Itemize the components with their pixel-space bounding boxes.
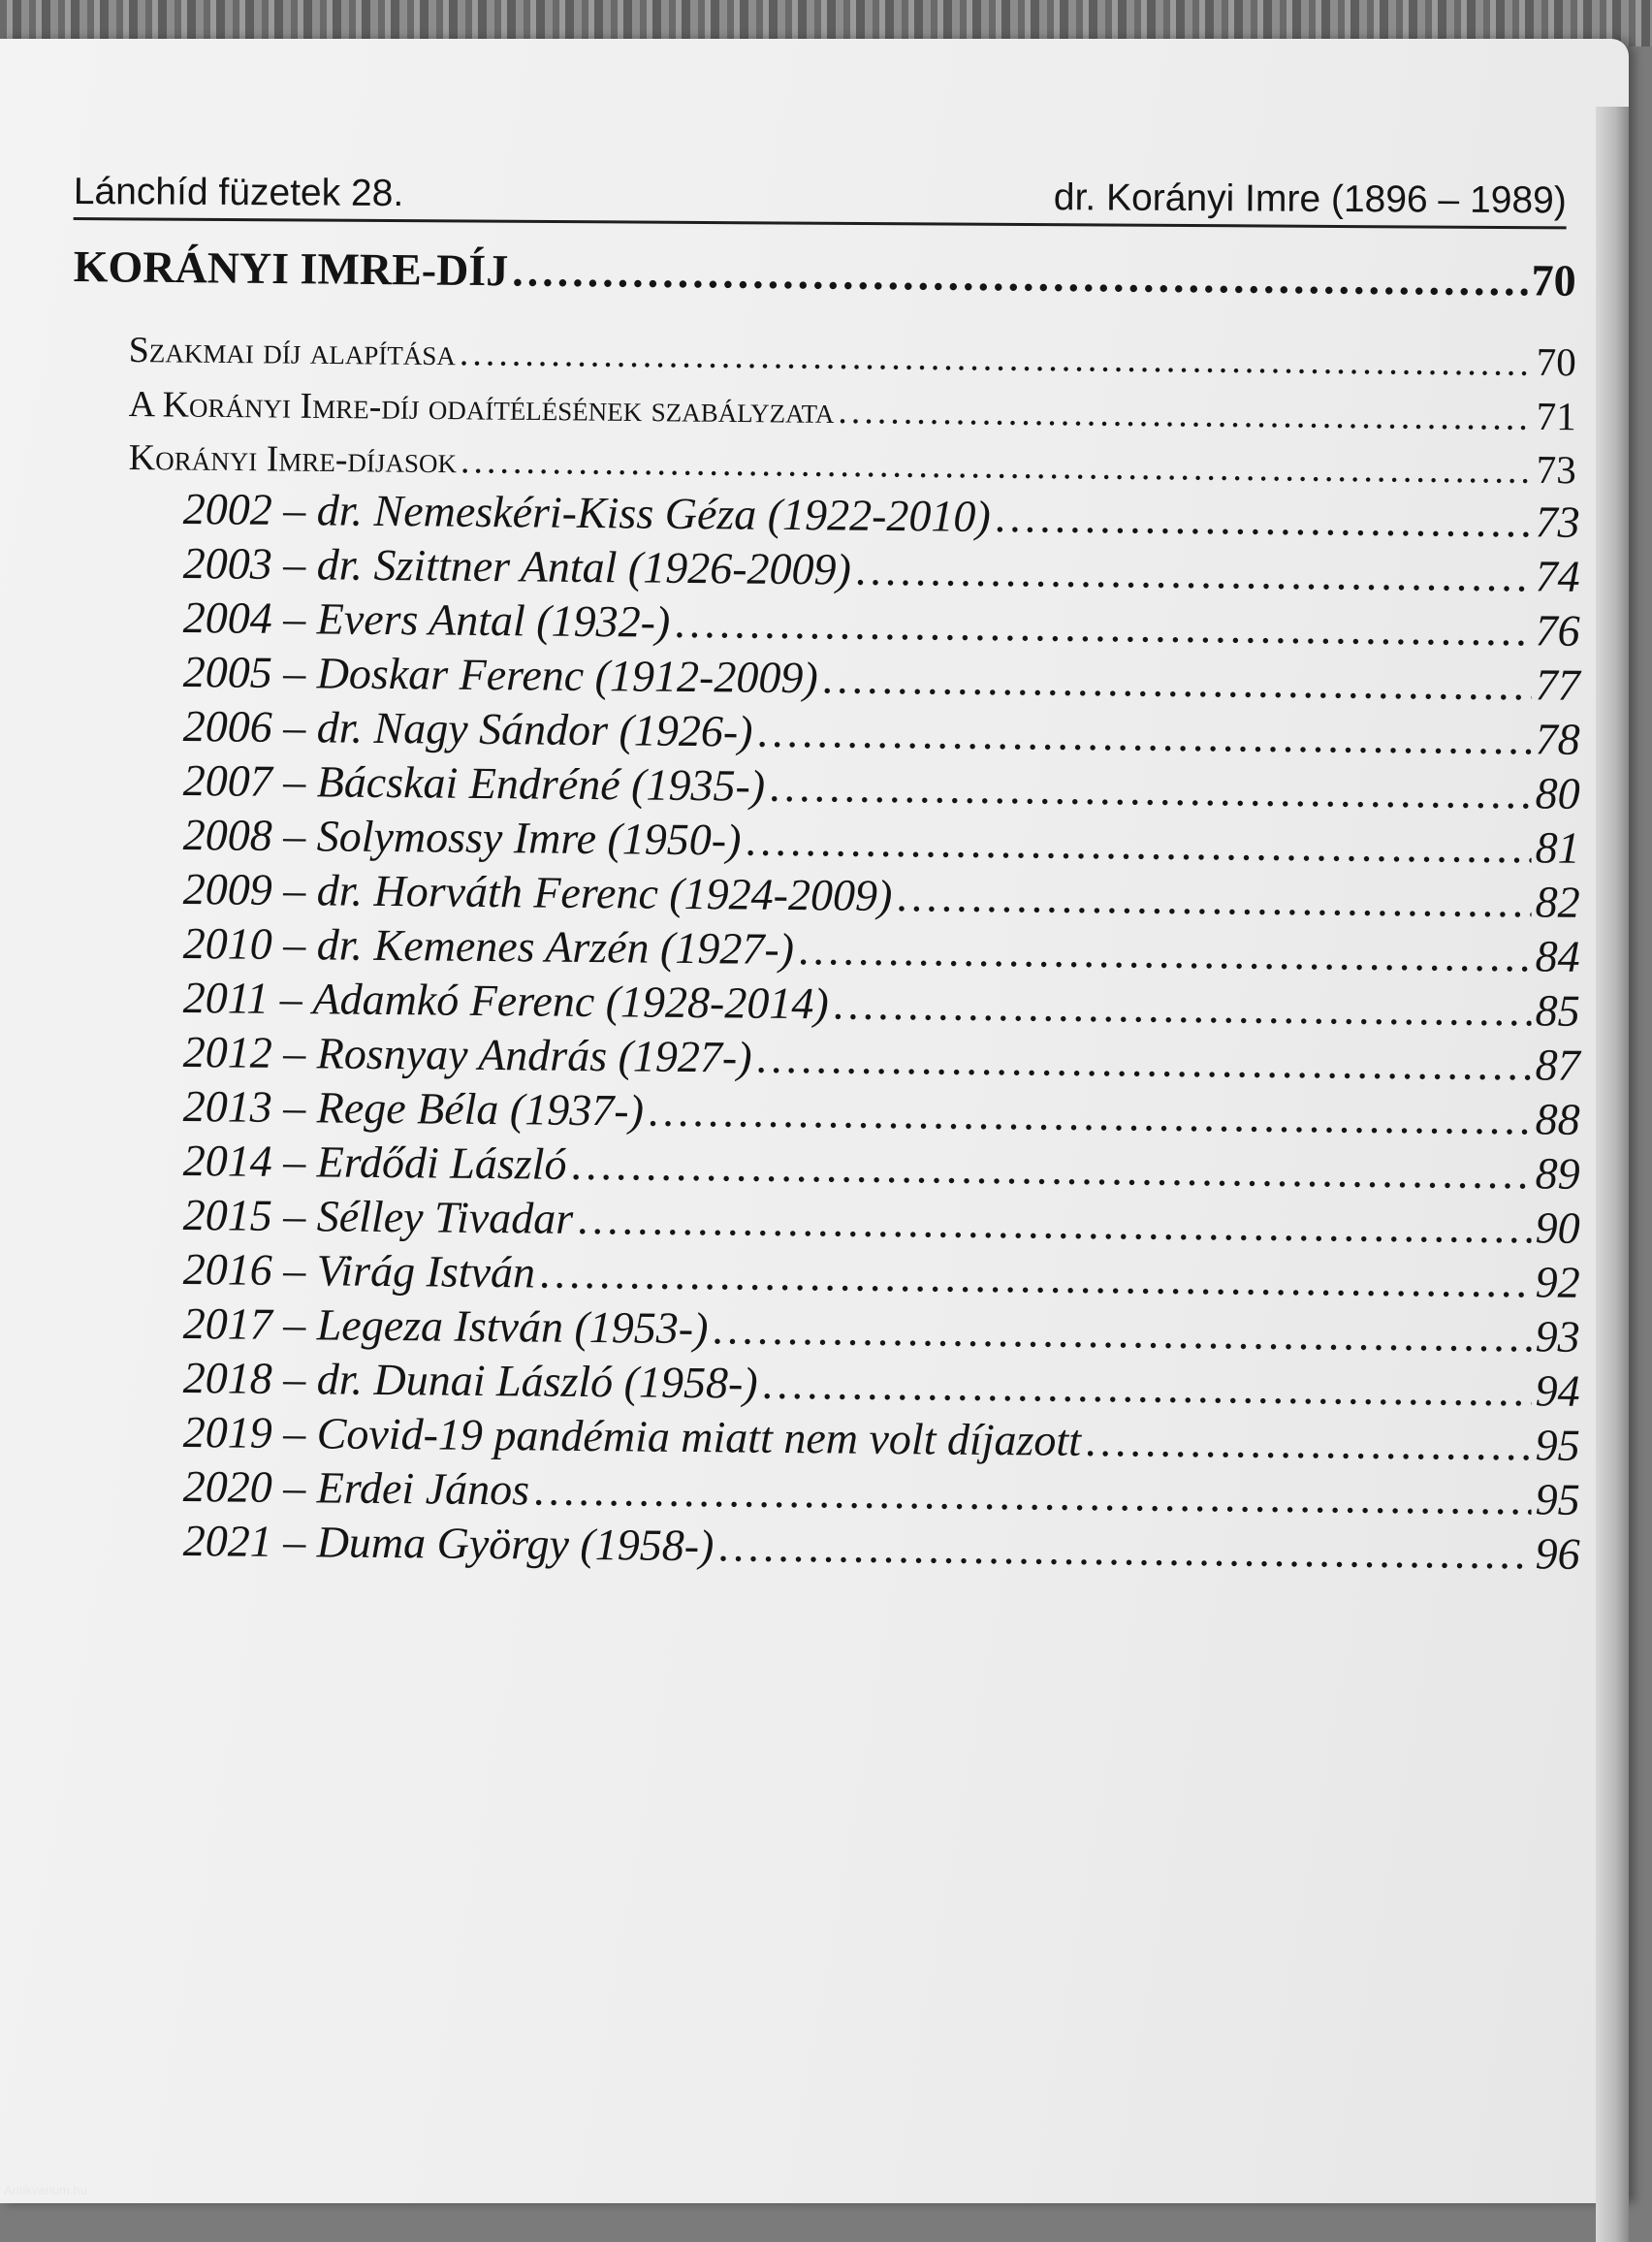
- toc-title: 2005 – Doskar Ferenc (1912-2009): [182, 646, 818, 703]
- toc-title: 2002 – dr. Nemeskéri-Kiss Géza (1922-2010): [182, 483, 991, 541]
- toc-page-number: 74: [1535, 551, 1580, 601]
- toc-title: 2016 – Virág István: [182, 1244, 536, 1297]
- toc-title: 2009 – dr. Horváth Ferenc (1924-2009): [182, 863, 893, 921]
- leader-dots: [577, 1193, 1532, 1253]
- leader-dots: [533, 1463, 1532, 1524]
- toc-page-number: 96: [1535, 1528, 1580, 1579]
- toc-page-number: 70: [1531, 255, 1576, 305]
- leader-dots: [756, 706, 1532, 765]
- toc-page-number: 95: [1535, 1420, 1580, 1470]
- watermark: Antikvarium.hu: [4, 2183, 87, 2197]
- leader-dots: [712, 1302, 1532, 1361]
- leader-dots: [648, 1085, 1532, 1145]
- leader-dots: [994, 491, 1531, 547]
- running-header: [74, 163, 1567, 229]
- toc-page-number: 81: [1535, 822, 1580, 873]
- toc-title: 2019 – Covid-19 pandémia miatt nem volt díjazott: [182, 1407, 1082, 1465]
- leader-dots: [1085, 1415, 1532, 1470]
- leader-dots: [717, 1520, 1532, 1579]
- toc-title: Korányi Imre-díjasok: [128, 436, 458, 482]
- toc-title: 2003 – dr. Szittner Antal (1926-2009): [182, 537, 852, 594]
- toc-page-number: 87: [1535, 1040, 1580, 1090]
- toc-page-number: 71: [1536, 393, 1576, 439]
- toc-title: 2007 – Bácskai Endréné (1935-): [182, 754, 766, 811]
- toc-page-number: 77: [1535, 659, 1580, 710]
- toc-title: 2006 – dr. Nagy Sándor (1926-): [182, 700, 753, 756]
- toc-page-number: 93: [1535, 1311, 1580, 1361]
- leader-dots: [539, 1247, 1532, 1308]
- leader-dots: [512, 244, 1528, 305]
- toc-page-number: 78: [1535, 714, 1580, 764]
- toc-title: 2004 – Evers Antal (1932-): [182, 592, 671, 647]
- toc-title: 2015 – Sélley Tivadar: [182, 1190, 574, 1243]
- toc-page-number: 73: [1535, 496, 1580, 547]
- toc-page-number: 89: [1535, 1148, 1580, 1199]
- toc-title: 2011 – Adamkó Ferenc (1928-2014): [182, 972, 829, 1029]
- toc-page-number: 76: [1535, 605, 1580, 656]
- leader-dots: [769, 760, 1532, 819]
- toc-page-number: 82: [1535, 877, 1580, 927]
- toc-page-number: 73: [1536, 446, 1576, 493]
- toc-title: 2020 – Erdei János: [182, 1461, 530, 1515]
- leader-dots: [798, 923, 1532, 981]
- toc-title: 2012 – Rosnyay András (1927-): [182, 1027, 752, 1082]
- toc-title: 2017 – Legeza István (1953-): [182, 1298, 709, 1354]
- toc-page-number: 92: [1535, 1257, 1580, 1307]
- leader-dots: [838, 390, 1533, 439]
- toc-page-number: 88: [1535, 1094, 1580, 1144]
- toc-title: 2018 – dr. Dunai László (1958-): [182, 1353, 758, 1408]
- leader-dots: [821, 652, 1532, 710]
- leader-dots: [832, 977, 1531, 1036]
- toc-page-number: 84: [1535, 931, 1580, 981]
- toc-page-number: 90: [1535, 1202, 1580, 1253]
- toc-title: Szakmai díj alapítása: [128, 329, 457, 374]
- toc-title: 2014 – Erdődi László: [182, 1136, 567, 1189]
- toc-title: 2021 – Duma György (1958-): [182, 1516, 715, 1571]
- toc-page-number: 94: [1535, 1365, 1580, 1416]
- leader-dots: [896, 870, 1532, 927]
- leader-dots: [674, 596, 1532, 656]
- toc-page-number: 85: [1535, 985, 1580, 1036]
- leader-dots: [855, 544, 1532, 602]
- leader-dots: [755, 1032, 1532, 1091]
- toc-page-number: 80: [1535, 768, 1580, 818]
- leader-dots: [745, 815, 1532, 874]
- leader-dots: [570, 1138, 1532, 1200]
- toc-title: 2013 – Rege Béla (1937-): [182, 1081, 645, 1136]
- page-edge: [1596, 107, 1629, 2242]
- toc-title: 2010 – dr. Kemenes Arzén (1927-): [182, 917, 795, 975]
- toc-title: A Korányi Imre-díj odaítélésének szabályzata: [128, 383, 835, 432]
- toc-title: KORÁNYI IMRE-DÍJ: [73, 240, 509, 296]
- leader-dots: [761, 1358, 1532, 1417]
- toc-page-number: 95: [1535, 1474, 1580, 1524]
- toc-title: 2008 – Solymossy Imre (1950-): [182, 809, 742, 865]
- series-title: Lánchíd füzetek 28.: [73, 170, 404, 215]
- toc-page-number: 70: [1536, 338, 1576, 385]
- book-title: dr. Korányi Imre (1896 – 1989): [1053, 176, 1567, 222]
